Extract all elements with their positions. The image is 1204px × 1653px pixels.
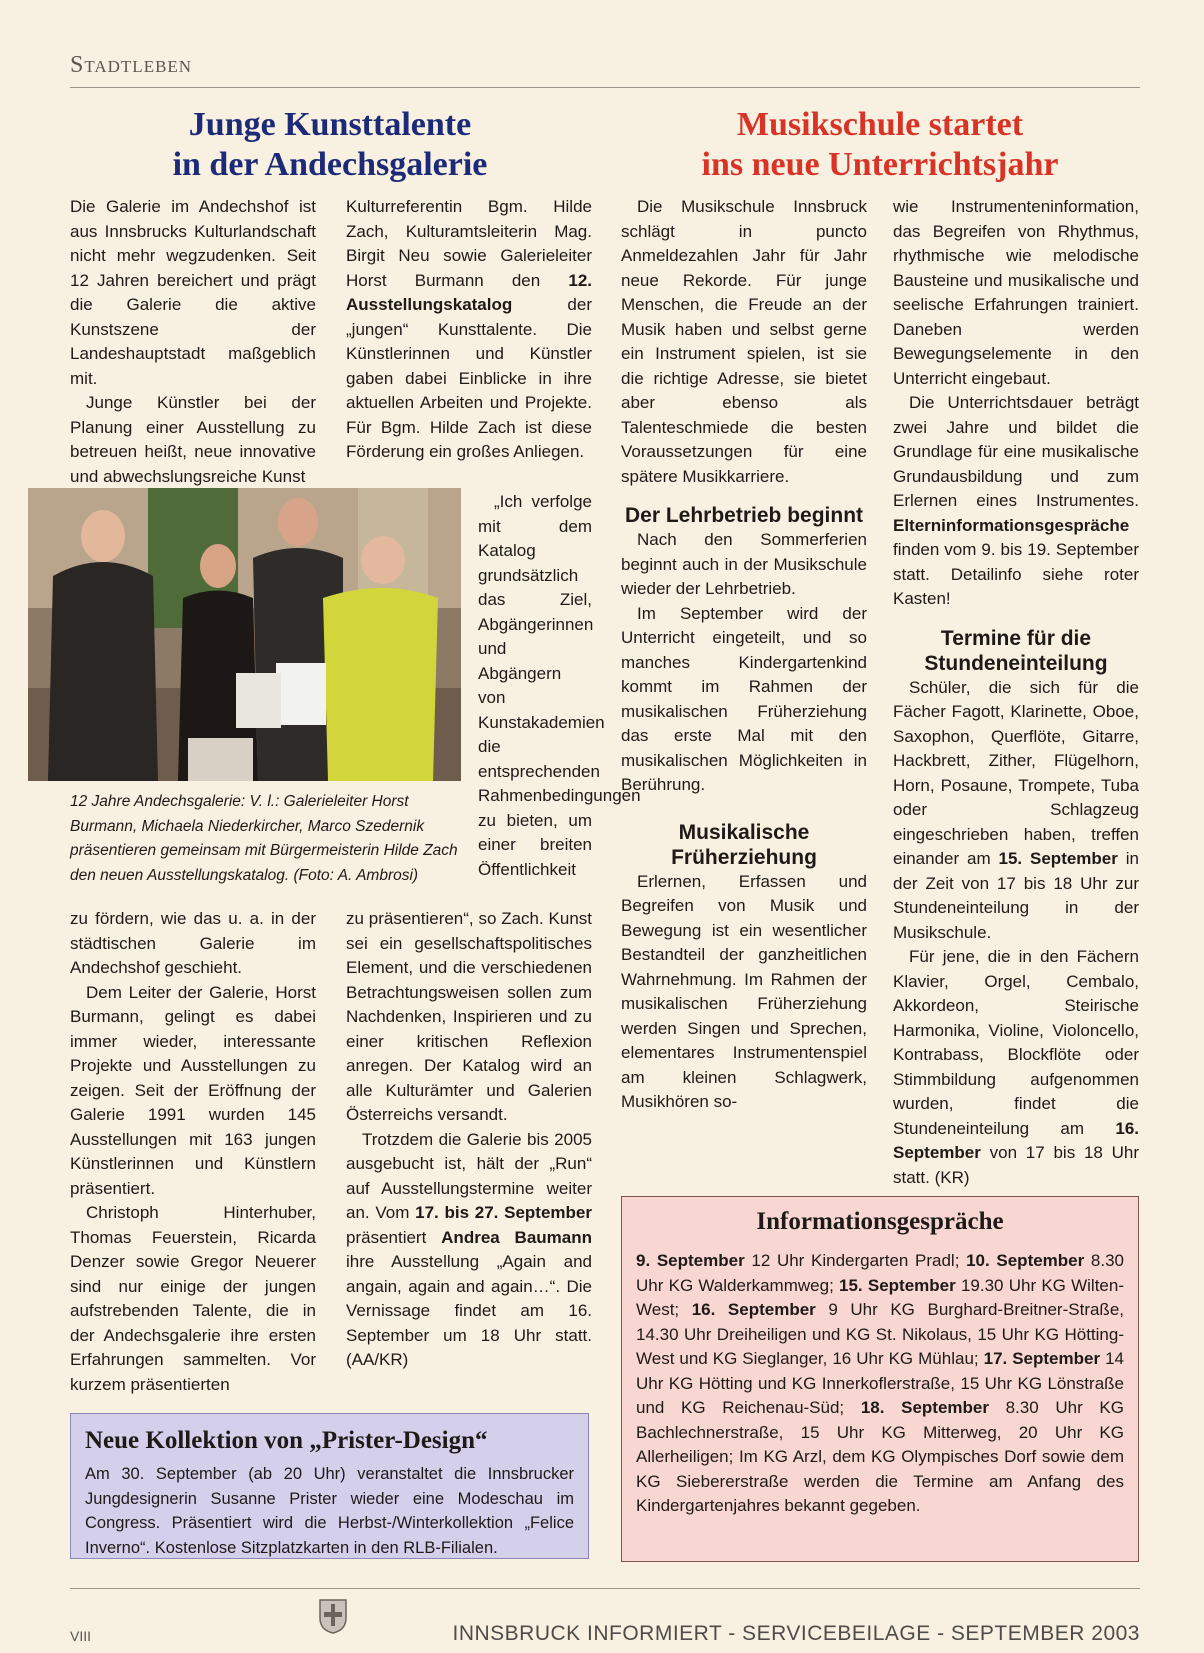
text-run: 14 Uhr KG Hötting und KG Innerkoflerstraße, 15 Uhr KG Lönstraße und KG Reichenau-Süd; — [636, 1349, 1124, 1417]
headline-line: in der Andechsgalerie — [172, 146, 488, 183]
paragraph: Die Galerie im Andechshof ist aus Innsbrucks Kulturlandschaft nicht mehr wegzudenken. Seit 12 Jahren bereichert und prägt die Galerie die aktive Kunstszene der Landeshauptstadt maßgeblich mit. — [70, 197, 316, 388]
column-1-bottom — [70, 907, 316, 1397]
text-run-bold: 16. September — [893, 1118, 1139, 1162]
text-run-bold: Elterninformationsgespräche — [893, 515, 1130, 535]
paragraph: Die Musikschule Innsbruck schlägt in puncto Anmeldezahlen Jahr für Jahr neue Rekorde. Für junge Menschen, die Freude an der Musik haben und selbst gerne ein Instrument spielen, ist sie die richtige Adresse, sie bietet aber ebenso als Talenteschmiede die besten Voraussetzungen für eine spätere Musikkarriere. — [621, 197, 867, 486]
column-2-top — [346, 195, 592, 465]
text-run: präsentiert — [346, 1227, 442, 1247]
date-bold: 16. September — [691, 1300, 816, 1319]
paragraph: Erlernen, Erfassen und Begreifen von Musik und Bewegung ist ein wesentlicher Bestandteil der ganzheitlichen Wahrnehmung. Im Rahmen der musikalischen Früherziehung werden Singen und Sprechen, elementares Instrumentenspiel am kleinen Schlagwerk, Musikhören so- — [621, 871, 867, 1111]
text-run: Für jene, die in den Fächern Klavier, Orgel, Cembalo, Akkordeon, Steirische Harmonika, Violine, Violoncello, Kontrabass, Blockflöte oder Stimmbildung aufgenommen wurden, findet die Stundeneinteilung am — [893, 947, 1139, 1138]
headline-kunsttalente — [70, 105, 590, 185]
box-text: Am 30. September (ab 20 Uhr) veranstaltet die Innsbrucker Jungdesignerin Susanne Prister wieder eine Modeschau im Congress. Präsentiert wird die Herbst-/Winterkollektion „Felice Inverno“. Kostenlose Sitzplatzkarten in den RLB-Filialen. — [85, 1465, 574, 1557]
text-run: 8.30 Uhr KG Bachlechnerstraße, 15 Uhr KG Mitterweg, 20 Uhr KG Allerheiligen; Im KG Arzl, dem KG Olympisches Dorf sowie dem KG Siebererstraße werden die Termine am Anfang des Kindergartenjahres bekannt gegeben. — [636, 1398, 1124, 1515]
text-run: von 17 bis 18 Uhr statt. (KR) — [893, 1143, 1139, 1187]
text-run: 19.30 Uhr KG Wilten-West; — [636, 1275, 1124, 1319]
text-run-bold: Andrea Baumann — [441, 1227, 593, 1247]
footer-rule — [70, 1588, 1140, 1589]
date-bold: 18. September — [860, 1398, 989, 1417]
box-informationsgespraeche — [621, 1196, 1139, 1562]
paragraph: Im September wird der Unterricht eingeteilt, und so manches Kindergartenkind kommt im Rahmen der musikalischen Früherziehung das erste Mal mit den musikalischen Möglichkeiten in Berührung. — [621, 603, 867, 794]
box-text — [636, 1249, 1124, 1519]
section-label: Stadtleben — [70, 52, 193, 78]
text-run: der „jungen“ Kunsttalente. Die Künstlerinnen und Künstler gaben dabei Einblicke in ihre aktuellen Arbeiten und Projekte. Für Bgm. Hilde Zach ist diese Förderung ein großes Anliegen. — [346, 295, 592, 461]
text-run-bold: 15. September — [998, 849, 1118, 868]
paragraph: zu fördern, wie das u. a. in der städtischen Galerie im Andechshof geschieht. — [70, 909, 316, 977]
box-prister-design — [70, 1413, 589, 1559]
headline-line: Junge Kunsttalente — [188, 106, 472, 143]
paragraph — [346, 1128, 592, 1373]
column-1-top — [70, 195, 316, 489]
paragraph — [893, 676, 1139, 946]
text-run: Kulturreferentin Bgm. Hilde Zach, Kulturamtsleiterin Mag. Birgit Neu sowie Galerieleiter Horst Burmann den — [346, 197, 592, 290]
text-run-bold: 17. bis 27. September — [415, 1203, 592, 1222]
paragraph: „Ich verfolge mit dem Katalog grundsätzlich das Ziel, Abgängerinnen und Abgängern von Kunstakademien die entsprechenden Rahmenbedingungen zu bieten, um einer breiten Öffentlichkeit — [478, 492, 641, 879]
photo-illustration — [28, 488, 461, 781]
paragraph — [893, 945, 1139, 1190]
date-bold: 9. September — [636, 1251, 745, 1270]
text-run: 12 Uhr Kindergarten Pradl; — [744, 1251, 967, 1270]
column-2-side — [478, 490, 641, 882]
header-rule — [70, 87, 1140, 88]
text-run: 8.30 Uhr KG Walderkammweg; — [636, 1251, 1125, 1295]
box-title: Neue Kollektion von „Prister-Design“ — [85, 1427, 488, 1454]
subheading-stundeneinteilung: Termine für die Stundeneinteilung — [924, 626, 1108, 675]
headline-line: Musikschule startet — [736, 106, 1024, 143]
paragraph: Dem Leiter der Galerie, Horst Burmann, gelingt es dabei immer wieder, interessante Projekte und Ausstellungen zu zeigen. Seit der Eröffnung der Galerie 1991 wurden 145 Ausstellungen mit 163 jungen Künstlerinnen und Künstlern präsentiert. — [70, 982, 316, 1198]
headline-musikschule — [621, 105, 1139, 185]
text-run: 9 Uhr KG Burghard-Breitner-Straße, 14.30 Uhr Dreiheiligen und KG St. Nikolaus, 15 Uhr KG Hötting-West und KG Sieglanger, 16 Uhr KG Mühlau; — [636, 1300, 1124, 1368]
paragraph: Christoph Hinterhuber, Thomas Feuerstein, Ricarda Denzer sowie Gregor Neuerer sind nur einige der jungen aufstrebenden Talente, die in der Andechsgalerie ihre ersten Erfahrungen sammelten. Vor kurzem präsentierten — [70, 1203, 316, 1394]
page-number: VIII — [70, 1628, 92, 1644]
date-bold: 10. September — [966, 1251, 1085, 1270]
subheading-lehrbetrieb: Der Lehrbetrieb beginnt — [624, 504, 864, 527]
date-bold: 17. September — [983, 1349, 1101, 1368]
photo-caption: 12 Jahre Andechsgalerie: V. l.: Galerieleiter Horst Burmann, Michaela Niederkircher, Marco Szedernik präsentieren gemeinsam mit Bürgermeisterin Hilde Zach den neuen Ausstellungskatalog. (Foto: A. Ambrosi) — [70, 793, 458, 884]
innsbruck-crest-icon — [318, 1598, 348, 1634]
paragraph: Junge Künstler bei der Planung einer Ausstellung zu betreuen heißt, neue innovative und abwechslungsreiche Kunst — [70, 393, 316, 486]
text-run-bold: 12. Ausstellungskatalog — [346, 270, 592, 314]
date-bold: 15. September — [839, 1275, 956, 1295]
text-run: Die Unterrichtsdauer beträgt zwei Jahre und bildet die Grundlage für eine musikalische Grundausbildung und zum Erlernen eines Instrumentes. — [893, 393, 1139, 510]
column-3 — [621, 195, 867, 1115]
paragraph — [346, 195, 592, 465]
text-run: in der Zeit von 17 bis 18 Uhr zur Stundeneinteilung in der Musikschule. — [893, 849, 1139, 942]
column-4 — [893, 195, 1139, 1190]
text-run: finden vom 9. bis 19. September statt. Detailinfo siehe roter Kasten! — [893, 540, 1139, 608]
photo-group-galerie — [28, 488, 461, 781]
text-run: Schüler, die sich für die Fächer Fagott, Klarinette, Oboe, Saxophon, Querflöte, Gitarre, Hackbrett, Zither, Flügelhorn, Horn, Posaune, Trompete, Tuba oder Schlagzeug eingeschrieben haben, treffen einander am — [893, 677, 1139, 868]
text-run: ihre Ausstellung „Again and angain, again and again…“. Die Vernissage findet am 16. September um 18 Uhr statt. (AA/KR) — [346, 1252, 592, 1369]
headline-line: ins neue Unterrichtsjahr — [701, 146, 1059, 183]
paragraph: Nach den Sommerferien beginnt auch in der Musikschule wieder der Lehrbetrieb. — [621, 530, 867, 598]
footer-publication: INNSBRUCK INFORMIERT - SERVICEBEILAGE - SEPTEMBER 2003 — [452, 1622, 1140, 1645]
paragraph: wie Instrumenteninformation, das Begreifen von Rhythmus, rhythmische wie melodische Bausteine und musikalische und seelische Erfahrungen trainiert. Daneben werden Bewegungselemente in den Unterricht eingebaut. — [893, 197, 1139, 388]
subheading-frueherziehung: Musikalische Früherziehung — [671, 820, 817, 869]
text-run: Trotzdem die Galerie bis 2005 ausgebucht ist, hält der „Run“ auf Ausstellungstermine weiter an. Vom — [346, 1129, 592, 1222]
paragraph — [893, 391, 1139, 612]
column-2-bottom — [346, 907, 592, 1373]
box-title: Informationsgespräche — [756, 1208, 1004, 1235]
paragraph: zu präsentieren“, so Zach. Kunst sei ein gesellschaftspolitisches Element, und die verschiedenen Betrachtungsweisen sollen zum Nachdenken, Inspirieren und zu einer kritischen Reflexion anregen. Der Katalog wird an alle Kulturämter und Galerien Österreichs versandt. — [346, 909, 592, 1124]
